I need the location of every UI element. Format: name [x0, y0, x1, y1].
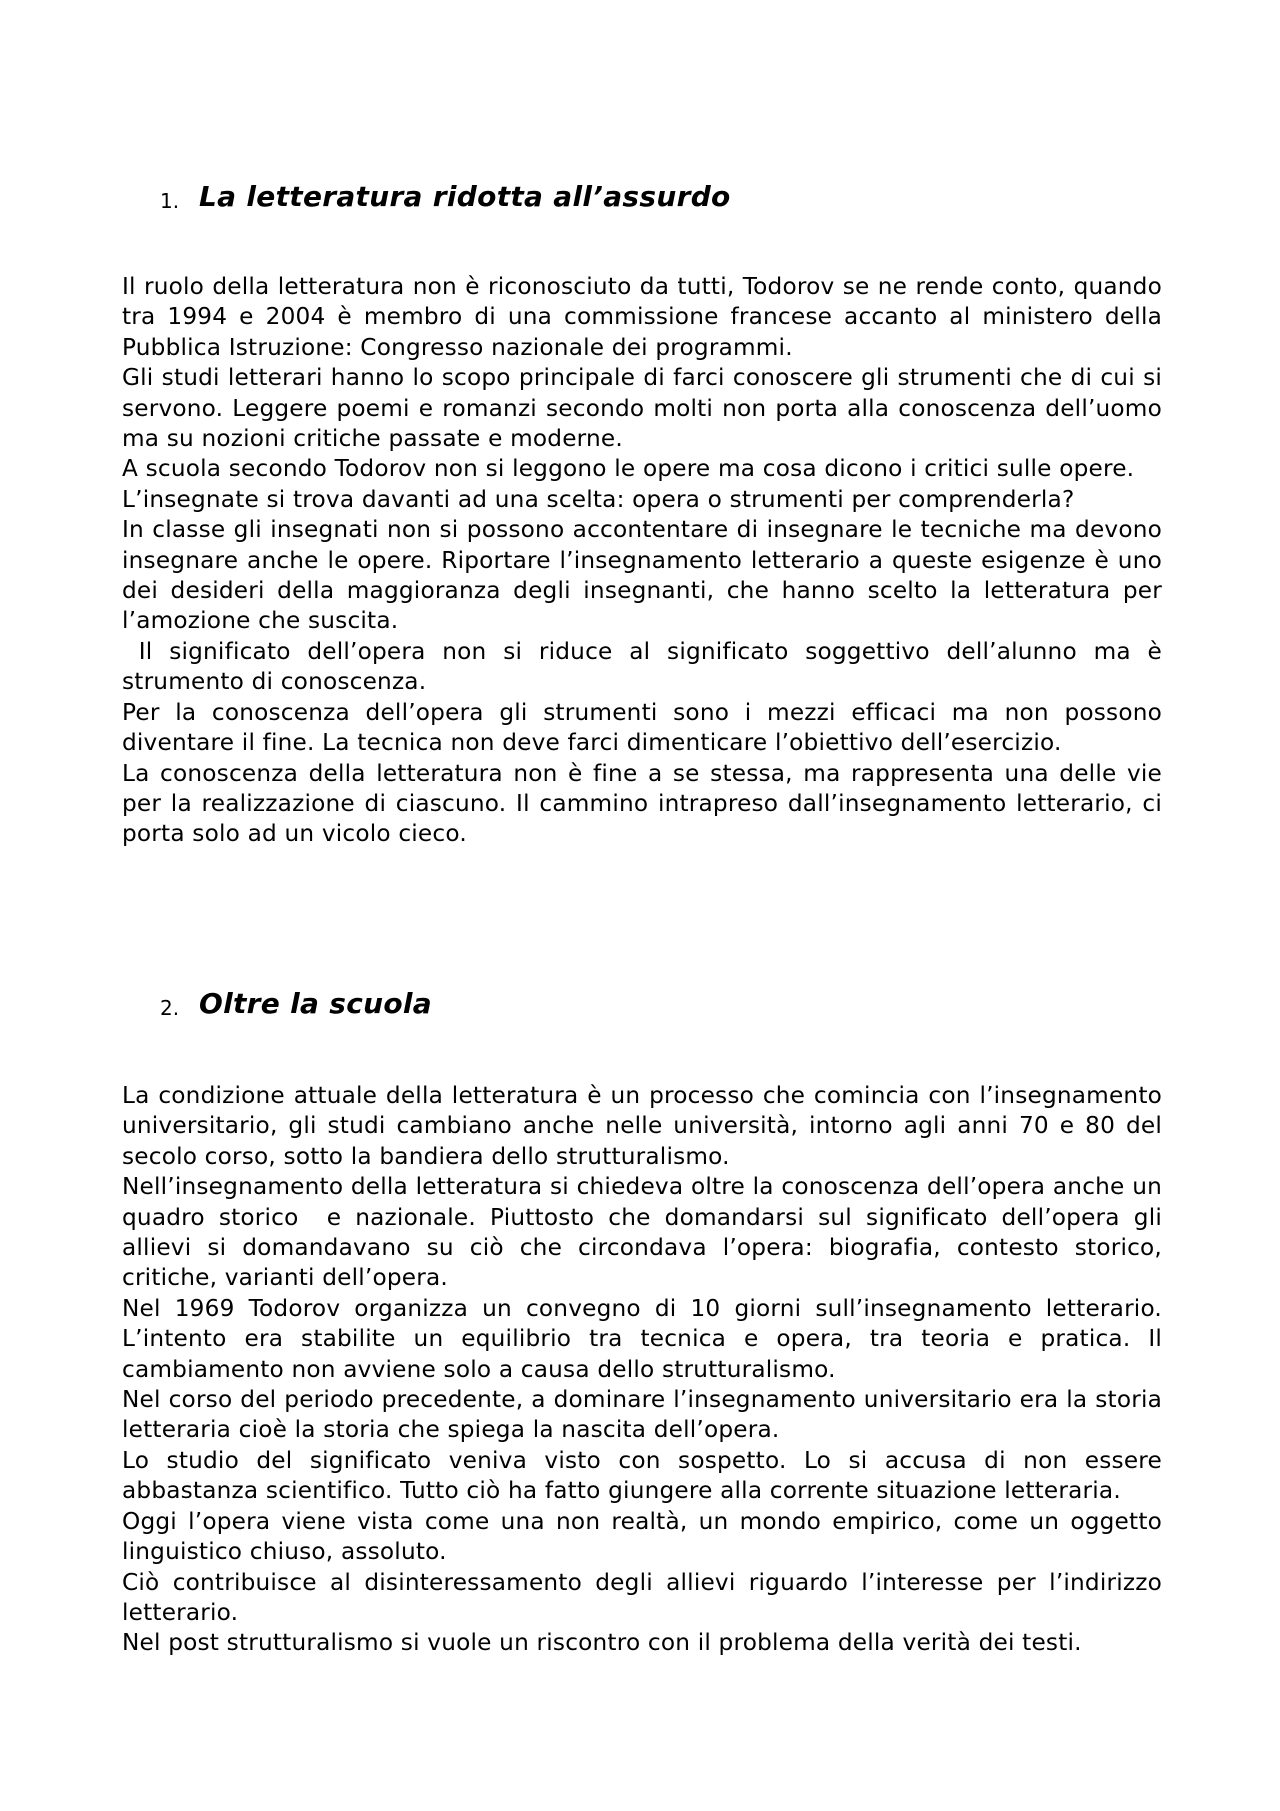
section-title: Oltre la scuola — [199, 987, 432, 1020]
section-1 — [122, 178, 1170, 850]
paragraph: In classe gli insegnati non si possono accontentare di insegnare le tecniche ma devono insegnare anche le opere. Riportare l’insegnamento letterario a queste esigenze è uno dei desideri della maggioranza degli insegnanti, che hanno scelto la letteratura per l’amozione che suscita. — [122, 516, 1162, 635]
paragraph: La conoscenza della letteratura non è fine a se stessa, ma rappresenta una delle vie per la realizzazione di ciascuno. Il cammino intrapreso dall’insegnamento letterario, ci porta solo ad un vicolo cieco. — [122, 759, 1162, 848]
paragraph: Lo studio del significato veniva visto con sospetto. Lo si accusa di non essere abbastanza scientifico. Tutto ciò ha fatto giungere alla corrente situazione letteraria. — [122, 1446, 1162, 1505]
paragraph: Nel 1969 Todorov organizza un convegno di 10 giorni sull’insegnamento letterario. L’intento era stabilite un equilibrio tra tecnica e opera, tra teoria e pratica. Il cambiamento non avviene solo a causa dello strutturalismo. — [122, 1294, 1162, 1383]
paragraph: Gli studi letterari hanno lo scopo principale di farci conoscere gli strumenti che di cui si servono. Leggere poemi e romanzi secondo molti non porta alla conoscenza dell’uomo ma su nozioni critiche passate e moderne. — [122, 364, 1162, 453]
paragraph: L’insegnate si trova davanti ad una scelta: opera o strumenti per comprenderla? — [122, 485, 1075, 513]
section-heading — [122, 985, 1162, 1025]
section-number: 2. — [160, 996, 180, 1020]
paragraph: A scuola secondo Todorov non si leggono le opere ma cosa dicono i critici sulle opere. — [122, 455, 1135, 483]
section-heading — [122, 178, 1162, 218]
paragraph: Oggi l’opera viene vista come una non realtà, un mondo empirico, come un oggetto linguistico chiuso, assoluto. — [122, 1507, 1162, 1566]
section-2 — [122, 985, 1170, 1659]
paragraph: Nel corso del periodo precedente, a dominare l’insegnamento universitario era la storia letteraria cioè la storia che spiega la nascita dell’opera. — [122, 1386, 1162, 1444]
section-body — [122, 272, 1170, 850]
paragraph: Per la conoscenza dell’opera gli strumenti sono i mezzi efficaci ma non possono diventare il fine. La tecnica non deve farci dimenticare l’obiettivo dell’esercizio. — [122, 698, 1162, 757]
section-title: La letteratura ridotta all’assurdo — [199, 180, 731, 213]
paragraph: La condizione attuale della letteratura è un processo che comincia con l’insegnamento universitario, gli studi cambiano anche nelle università, intorno agli anni 70 e 80 del secolo corso, sotto la bandiera dello strutturalismo. — [122, 1082, 1162, 1170]
section-body — [122, 1081, 1170, 1659]
section-number: 1. — [160, 189, 180, 213]
paragraph: Il significato dell’opera non si riduce al significato soggettivo dell’alunno ma è strumento di conoscenza. — [122, 637, 1170, 696]
paragraph: Nel post strutturalismo si vuole un riscontro con il problema della verità dei testi. — [122, 1629, 1082, 1657]
paragraph: Il ruolo della letteratura non è riconosciuto da tutti, Todorov se ne rende conto, quando tra 1994 e 2004 è membro di una commissione francese accanto al ministero della Pubblica Istruzione: Congresso nazionale dei programmi. — [122, 273, 1162, 361]
paragraph: Ciò contribuisce al disinteressamento degli allievi riguardo l’interesse per l’indirizzo letterario. — [122, 1568, 1162, 1626]
paragraph: Nell’insegnamento della letteratura si chiedeva oltre la conoscenza dell’opera anche un quadro storico e nazionale. Piuttosto che domandarsi sul significato dell’opera gli allievi si domandavano su ciò che circondava l’opera: biografia, contesto storico, critiche, varianti dell’opera. — [122, 1173, 1170, 1292]
